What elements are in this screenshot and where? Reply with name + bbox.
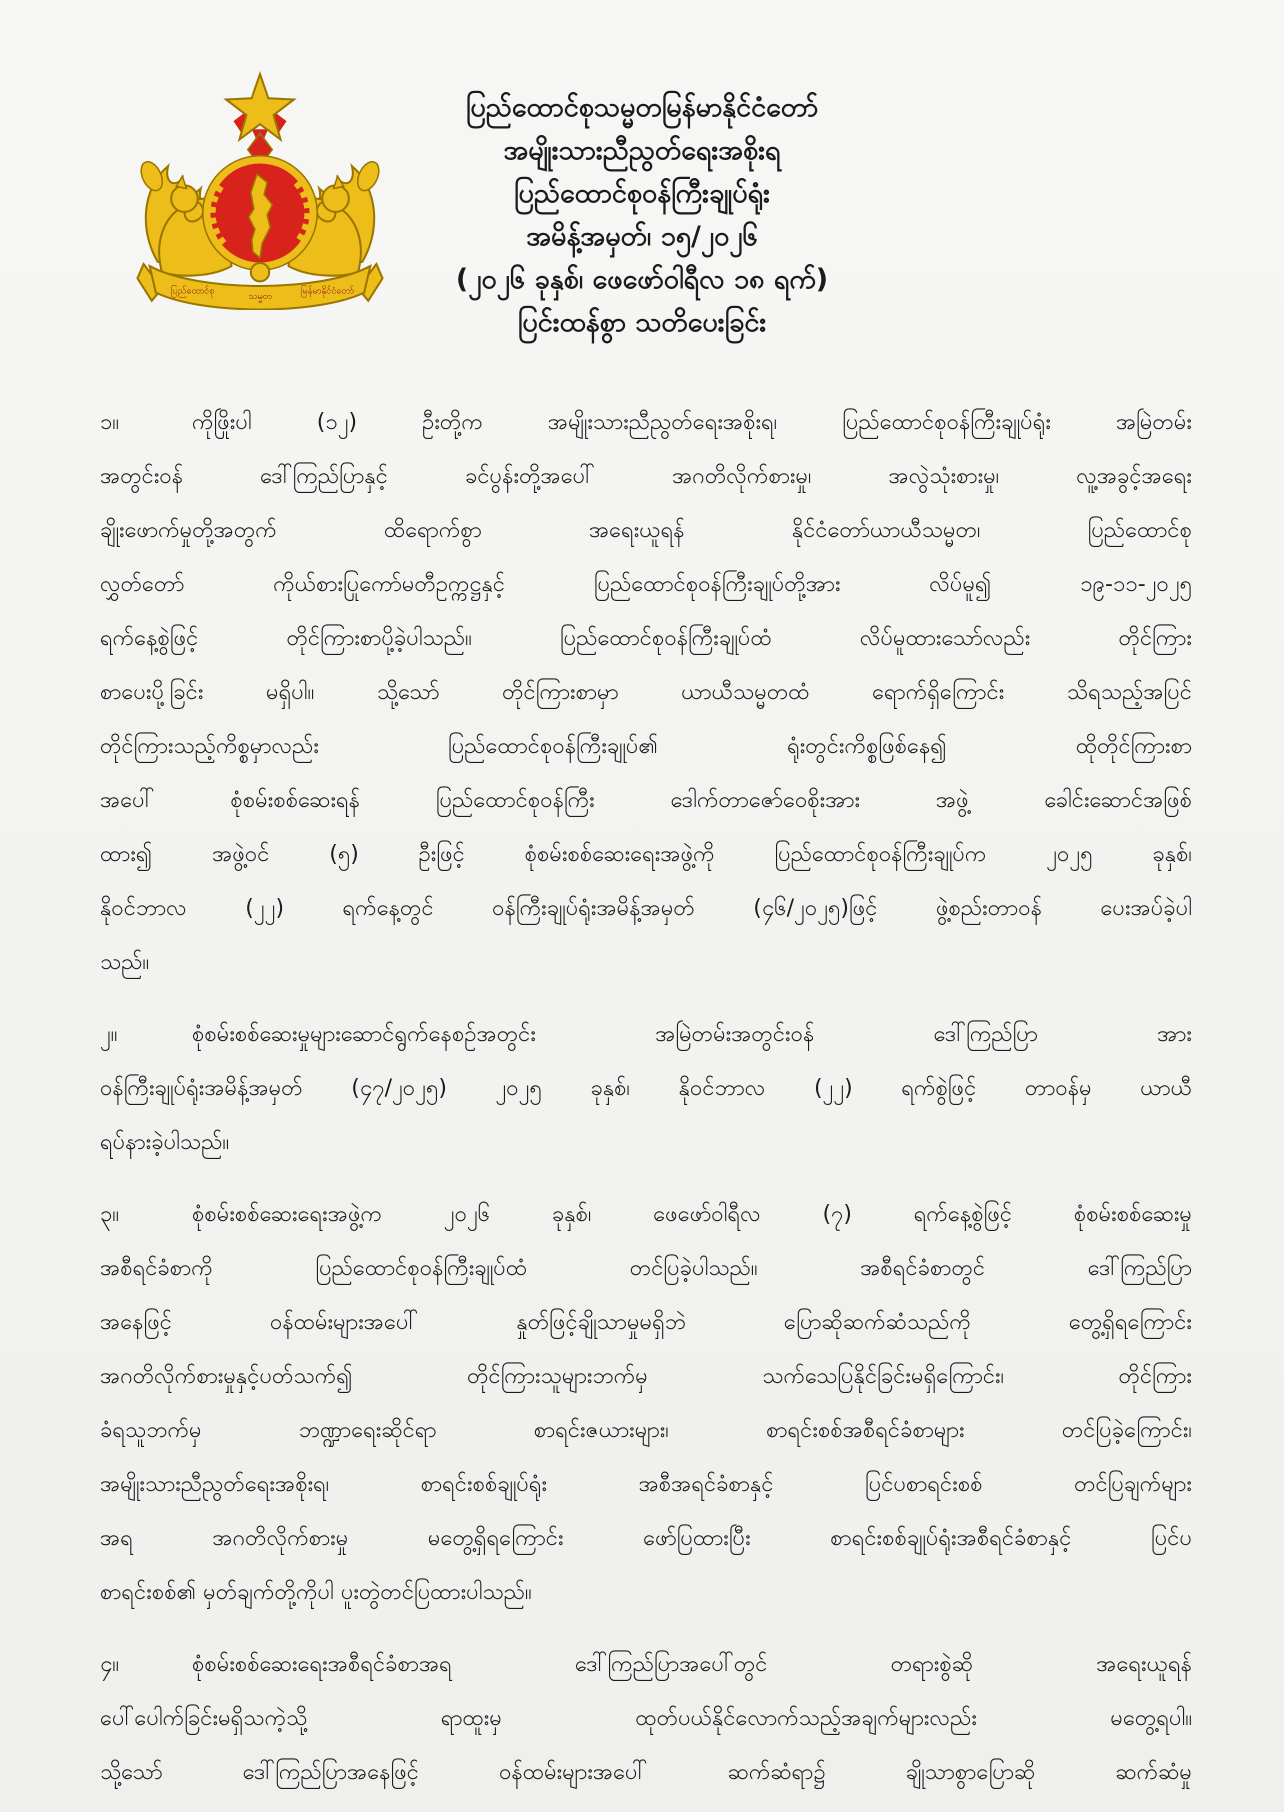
paragraph-line: သည်။ xyxy=(100,950,150,975)
paragraph xyxy=(100,1638,1192,1800)
header-line: ပြည်ထောင်စုဝန်ကြီးချုပ်ရုံး xyxy=(513,178,771,209)
paragraph-line: ရက်နေ့စွဲဖြင့် တိုင်ကြားစာပို့ခဲ့ပါသည်။ ပြည်ထောင်စုဝန်ကြီးချုပ်ထံ လိပ်မူထားသော်လည်း တိုင်ကြား xyxy=(100,626,1192,651)
paragraph-line: လွှတ်တော် ကိုယ်စားပြုကော်မတီဥက္ကဋ္ဌနှင့် ပြည်ထောင်စုဝန်ကြီးချုပ်တို့အား လိပ်မူ၍ ၁၉-၁၁-၂၀၂၅ xyxy=(100,572,1192,597)
paragraph-line-text: စုံစမ်းစစ်ဆေးမှုများဆောင်ရွက်နေစဉ်အတွင်း အမြဲတမ်းအတွင်းဝန် ဒေါ်ကြည်ပြာ အား xyxy=(192,1022,1192,1047)
paragraph-line-text: ကိုဖြိုးပါ (၁၂) ဦးတို့က အမျိုးသားညီညွတ်ရေးအစိုးရ၊ ပြည်ထောင်စုဝန်ကြီးချုပ်ရုံး အမြဲတမ်း xyxy=(192,410,1192,435)
paragraph xyxy=(100,396,1192,990)
paragraph-line: ခံရသူဘက်မှ ဘဏ္ဍာရေးဆိုင်ရာ စာရင်းဇယားများ၊ စာရင်းစစ်အစီရင်ခံစာများ တင်ပြခဲ့ကြောင်း၊ xyxy=(100,1418,1192,1443)
paragraph-line xyxy=(100,1008,1192,1062)
paragraph-line: စာရင်းစစ်၏ မှတ်ချက်တို့ကိုပါ ပူးတွဲတင်ပြထားပါသည်။ xyxy=(100,1580,532,1605)
paragraph-line: အတွင်းဝန် ဒေါ်ကြည်ပြာနှင့် ခင်ပွန်းတို့အပေါ် အဂတိလိုက်စားမှု၊ အလွဲသုံးစားမှု၊ လူ့အခွင့်အရေး xyxy=(100,464,1192,489)
paragraph-line-text: စုံစမ်းစစ်ဆေးရေးအဖွဲ့က ၂၀၂၆ ခုနှစ်၊ ဖေဖော်ဝါရီလ (၇) ရက်နေ့စွဲဖြင့် စုံစမ်းစစ်ဆေးမှု xyxy=(192,1202,1192,1227)
paragraph-line: အဂတိလိုက်စားမှုနှင့်ပတ်သက်၍ တိုင်ကြားသူများဘက်မှ သက်သေပြနိုင်ခြင်းမရှိကြောင်း၊ တိုင်ကြား xyxy=(100,1364,1192,1389)
paragraph-line-text: စုံစမ်းစစ်ဆေးရေးအစီရင်ခံစာအရ ဒေါ်ကြည်ပြာအပေါ်တွင် တရားစွဲဆို အရေးယူရန် xyxy=(192,1652,1192,1677)
paragraph xyxy=(100,1008,1192,1170)
ribbon-label-center: သမ္မတ xyxy=(248,290,272,302)
header-line: ပြည်ထောင်စုသမ္မတမြန်မာနိုင်ငံတော် xyxy=(465,92,819,123)
header-line: (၂၀၂၆ ခုနှစ်၊ ဖေဖော်ဝါရီလ ၁၈ ရက်) xyxy=(455,264,829,295)
paragraph-line xyxy=(100,1188,1192,1242)
paragraph-line: အနေဖြင့် ဝန်ထမ်းများအပေါ် နှုတ်ဖြင့်ချိုသာမှုမရှိဘဲ ပြောဆိုဆက်ဆံသည်ကို တွေ့ရှိရကြောင်း xyxy=(100,1310,1192,1335)
paragraph-line: တိုင်ကြားသည့်ကိစ္စမှာလည်း ပြည်ထောင်စုဝန်ကြီးချုပ်၏ ရုံးတွင်းကိစ္စဖြစ်နေ၍ ထိုတိုင်ကြားစာ xyxy=(100,734,1192,759)
paragraph-line: ထား၍ အဖွဲ့ဝင် (၅) ဦးဖြင့် စုံစမ်းစစ်ဆေးရေးအဖွဲ့ကို ပြည်ထောင်စုဝန်ကြီးချုပ်က ၂၀၂၅ ခုနှစ်၊ xyxy=(100,842,1192,867)
paragraph-line: ဝန်ကြီးချုပ်ရုံးအမိန့်အမှတ် (၄၇/၂၀၂၅) ၂၀၂၅ ခုနှစ်၊ နိုဝင်ဘာလ (၂၂) ရက်စွဲဖြင့် တာဝန်မှ ယာယီ xyxy=(100,1076,1192,1101)
document-header xyxy=(0,86,1284,344)
paragraph-line: ရပ်နားခဲ့ပါသည်။ xyxy=(100,1130,230,1155)
paragraph-line xyxy=(100,396,1192,450)
header-line: ပြင်းထန်စွာ သတိပေးခြင်း xyxy=(517,307,767,338)
paragraph-line: အရ အဂတိလိုက်စားမှု မတွေ့ရှိရကြောင်း ဖော်ပြထားပြီး စာရင်းစစ်ချုပ်ရုံးအစီရင်ခံစာနှင့် ပြင်ပ xyxy=(100,1526,1192,1551)
paragraph-line: အပေါ် စုံစမ်းစစ်ဆေးရန် ပြည်ထောင်စုဝန်ကြီး ဒေါက်တာဇော်ဝေစိုးအား အဖွဲ့ ခေါင်းဆောင်အဖြစ် xyxy=(100,788,1192,813)
paragraph-line: သို့သော် ဒေါ်ကြည်ပြာအနေဖြင့် ဝန်ထမ်းများအပေါ် ဆက်ဆံရာ၌ ချိုသာစွာပြောဆို ဆက်ဆံမှု xyxy=(100,1760,1192,1785)
ribbon-label-right: မြန်မာနိုင်ငံတော် xyxy=(300,285,355,297)
paragraph-number: ၂။ xyxy=(100,1022,118,1047)
paragraph-line: စာပေးပို့ခြင်း မရှိပါ။ သို့သော် တိုင်ကြားစာမှာ ယာယီသမ္မတထံ ရောက်ရှိကြောင်း သိရသည့်အပြင် xyxy=(100,680,1192,705)
header-line: အမိန့်အမှတ်၊ ၁၅/၂၀၂၆ xyxy=(526,221,758,252)
header-line: အမျိုးသားညီညွတ်ရေးအစိုးရ xyxy=(503,135,781,166)
paragraph-line: အစီရင်ခံစာကို ပြည်ထောင်စုဝန်ကြီးချုပ်ထံ တင်ပြခဲ့ပါသည်။ အစီရင်ခံစာတွင် ဒေါ်ကြည်ပြာ xyxy=(100,1256,1192,1281)
paragraph-number: ၄။ xyxy=(100,1652,120,1677)
paragraph-line: အမျိုးသားညီညွတ်ရေးအစိုးရ၊ စာရင်းစစ်ချုပ်ရုံး အစီအရင်ခံစာနှင့် ပြင်ပစာရင်းစစ် တင်ပြချက်များ xyxy=(100,1472,1192,1497)
paragraph-line: ချိုးဖောက်မှုတို့အတွက် ထိရောက်စွာ အရေးယူရန် နိုင်ငံတော်ယာယီသမ္မတ၊ ပြည်ထောင်စု xyxy=(100,518,1192,543)
paragraph-number: ၃။ xyxy=(100,1202,120,1227)
document-body xyxy=(100,396,1192,1812)
paragraph-line: နိုဝင်ဘာလ (၂၂) ရက်နေ့တွင် ဝန်ကြီးချုပ်ရုံးအမိန့်အမှတ် (၄၆/၂၀၂၅)ဖြင့် ဖွဲ့စည်းတာဝန် ပေးအပ်ခဲ့ပါ xyxy=(100,896,1192,921)
paragraph xyxy=(100,1188,1192,1620)
paragraph-number: ၁။ xyxy=(100,410,120,435)
paragraph-line xyxy=(100,1638,1192,1692)
ribbon-label-left: ပြည်ထောင်စု xyxy=(170,285,215,297)
paragraph-line: ပေါ်ပေါက်ခြင်းမရှိသကဲ့သို့ ရာထူးမှ ထုတ်ပယ်နိုင်လောက်သည့်အချက်များလည်း မတွေ့ရပါ။ xyxy=(100,1706,1192,1731)
